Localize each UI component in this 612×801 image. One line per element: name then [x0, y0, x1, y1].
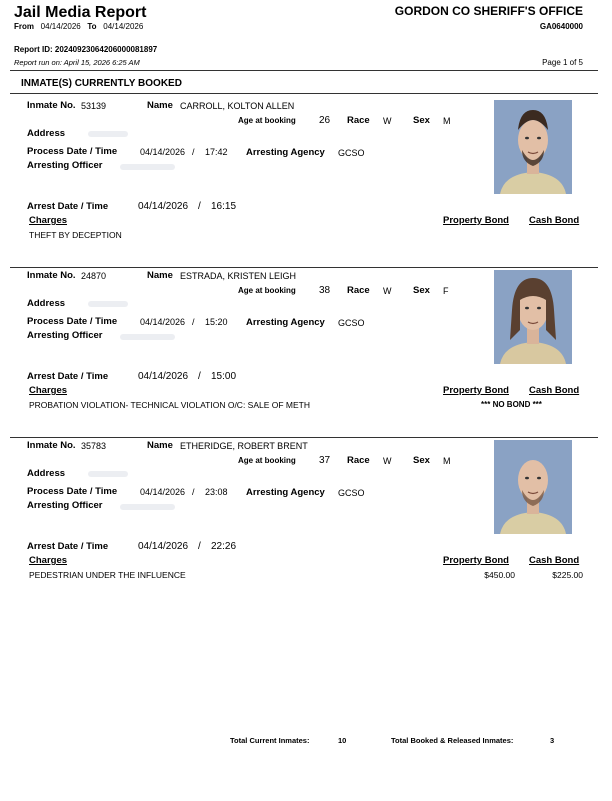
race-label: Race: [347, 285, 370, 296]
sex-label: Sex: [413, 115, 430, 126]
inmate-record: [0, 438, 612, 608]
inmate-no-value: 53139: [81, 101, 107, 111]
race-value: W: [383, 116, 392, 126]
to-date: 04/14/2026: [103, 22, 144, 31]
from-label: From: [14, 22, 34, 31]
page-number: Page 1 of 5: [542, 58, 583, 67]
inmate-no-label: Inmate No.: [27, 270, 76, 281]
age-label: Age at booking: [238, 116, 296, 125]
sex-label: Sex: [413, 455, 430, 466]
address-label: Address: [27, 298, 66, 309]
arrest-sep: /: [198, 371, 201, 382]
total-released-value: 3: [550, 736, 555, 745]
cash-bond-label: Cash Bond: [529, 385, 580, 396]
sex-label: Sex: [413, 285, 430, 296]
arresting-agency-value: GCSO: [338, 488, 365, 498]
race-label: Race: [347, 115, 370, 126]
total-current-value: 10: [338, 736, 347, 745]
arresting-officer-label: Arresting Officer: [27, 500, 103, 511]
race-value: W: [383, 456, 392, 466]
section-title: INMATE(S) CURRENTLY BOOKED: [21, 78, 182, 89]
inmate-name: CARROLL, KOLTON ALLEN: [180, 101, 295, 111]
property-bond-label: Property Bond: [443, 215, 509, 226]
arresting-officer-label: Arresting Officer: [27, 160, 103, 171]
charges-label: Charges: [29, 385, 68, 396]
arresting-agency-value: GCSO: [338, 148, 365, 158]
cash-bond-label: Cash Bond: [529, 555, 580, 566]
age-value: 37: [319, 455, 331, 466]
cash-bond-value: $225.00: [552, 570, 583, 580]
age-label: Age at booking: [238, 456, 296, 465]
arrest-label: Arrest Date / Time: [27, 201, 109, 212]
arresting-agency-label: Arresting Agency: [246, 147, 325, 158]
charge-text: PROBATION VIOLATION- TECHNICAL VIOLATION O/C: SALE OF METH: [29, 400, 311, 410]
arresting-agency-label: Arresting Agency: [246, 487, 325, 498]
process-time: 17:42: [205, 147, 228, 157]
section-divider: [10, 93, 598, 94]
name-label: Name: [147, 100, 173, 111]
age-value: 26: [319, 115, 331, 126]
redacted-address: [88, 131, 128, 137]
charge-text: PEDESTRIAN UNDER THE INFLUENCE: [29, 570, 186, 580]
process-sep: /: [192, 317, 195, 327]
process-label: Process Date / Time: [27, 316, 118, 327]
arrest-date: 04/14/2026: [138, 371, 189, 382]
inmate-name: ETHERIDGE, ROBERT BRENT: [180, 441, 308, 451]
process-date: 04/14/2026: [140, 487, 186, 497]
report-title: Jail Media Report: [14, 4, 147, 21]
arrest-time: 16:15: [211, 201, 237, 212]
arrest-sep: /: [198, 541, 201, 552]
inmate-record: [0, 268, 612, 438]
sex-value: M: [443, 116, 451, 126]
sex-value: M: [443, 456, 451, 466]
cash-bond-label: Cash Bond: [529, 215, 580, 226]
name-label: Name: [147, 270, 173, 281]
arresting-officer-label: Arresting Officer: [27, 330, 103, 341]
inmate-no-value: 24870: [81, 271, 107, 281]
total-current-label: Total Current Inmates:: [230, 736, 310, 745]
name-label: Name: [147, 440, 173, 451]
inmate-no-value: 35783: [81, 441, 107, 451]
inmate-no-label: Inmate No.: [27, 440, 76, 451]
property-bond-label: Property Bond: [443, 555, 509, 566]
inmate-no-label: Inmate No.: [27, 100, 76, 111]
process-sep: /: [192, 147, 195, 157]
mugshot-photo: [494, 440, 572, 534]
inmate-record: [0, 98, 612, 268]
agency-code: GA0640000: [539, 22, 583, 31]
arrest-date: 04/14/2026: [138, 541, 189, 552]
arrest-sep: /: [198, 201, 201, 212]
process-label: Process Date / Time: [27, 486, 118, 497]
process-time: 23:08: [205, 487, 228, 497]
header-divider: [10, 70, 598, 71]
process-date: 04/14/2026: [140, 147, 186, 157]
mugshot-photo: [494, 100, 572, 194]
charges-label: Charges: [29, 215, 68, 226]
address-label: Address: [27, 468, 66, 479]
inmate-name: ESTRADA, KRISTEN LEIGH: [180, 271, 297, 281]
from-date: 04/14/2026: [40, 22, 81, 31]
charges-label: Charges: [29, 555, 68, 566]
total-released-label: Total Booked & Released Inmates:: [391, 736, 514, 745]
redacted-officer: [120, 504, 175, 510]
arrest-time: 22:26: [211, 541, 237, 552]
arrest-date: 04/14/2026: [138, 201, 189, 212]
property-bond-value: $450.00: [484, 570, 515, 580]
date-range: [14, 22, 143, 31]
redacted-officer: [120, 164, 175, 170]
report-id: Report ID: 20240923064206000081897: [14, 45, 158, 54]
agency-name: GORDON CO SHERIFF'S OFFICE: [394, 4, 583, 18]
arrest-time: 15:00: [211, 371, 237, 382]
arrest-label: Arrest Date / Time: [27, 541, 109, 552]
property-bond-label: Property Bond: [443, 385, 509, 396]
age-value: 38: [319, 285, 331, 296]
process-label: Process Date / Time: [27, 146, 118, 157]
arrest-label: Arrest Date / Time: [27, 371, 109, 382]
redacted-address: [88, 301, 128, 307]
report-run-on: Report run on: April 15, 2026 6:25 AM: [14, 58, 140, 67]
arresting-agency-value: GCSO: [338, 318, 365, 328]
process-time: 15:20: [205, 317, 228, 327]
process-sep: /: [192, 487, 195, 497]
mugshot-photo: [494, 270, 572, 364]
sex-value: F: [443, 286, 449, 296]
no-bond-text: *** NO BOND ***: [481, 400, 542, 409]
race-label: Race: [347, 455, 370, 466]
redacted-address: [88, 471, 128, 477]
process-date: 04/14/2026: [140, 317, 186, 327]
address-label: Address: [27, 128, 66, 139]
charge-text: THEFT BY DECEPTION: [29, 230, 122, 240]
race-value: W: [383, 286, 392, 296]
arresting-agency-label: Arresting Agency: [246, 317, 325, 328]
redacted-officer: [120, 334, 175, 340]
to-label: To: [87, 22, 97, 31]
age-label: Age at booking: [238, 286, 296, 295]
